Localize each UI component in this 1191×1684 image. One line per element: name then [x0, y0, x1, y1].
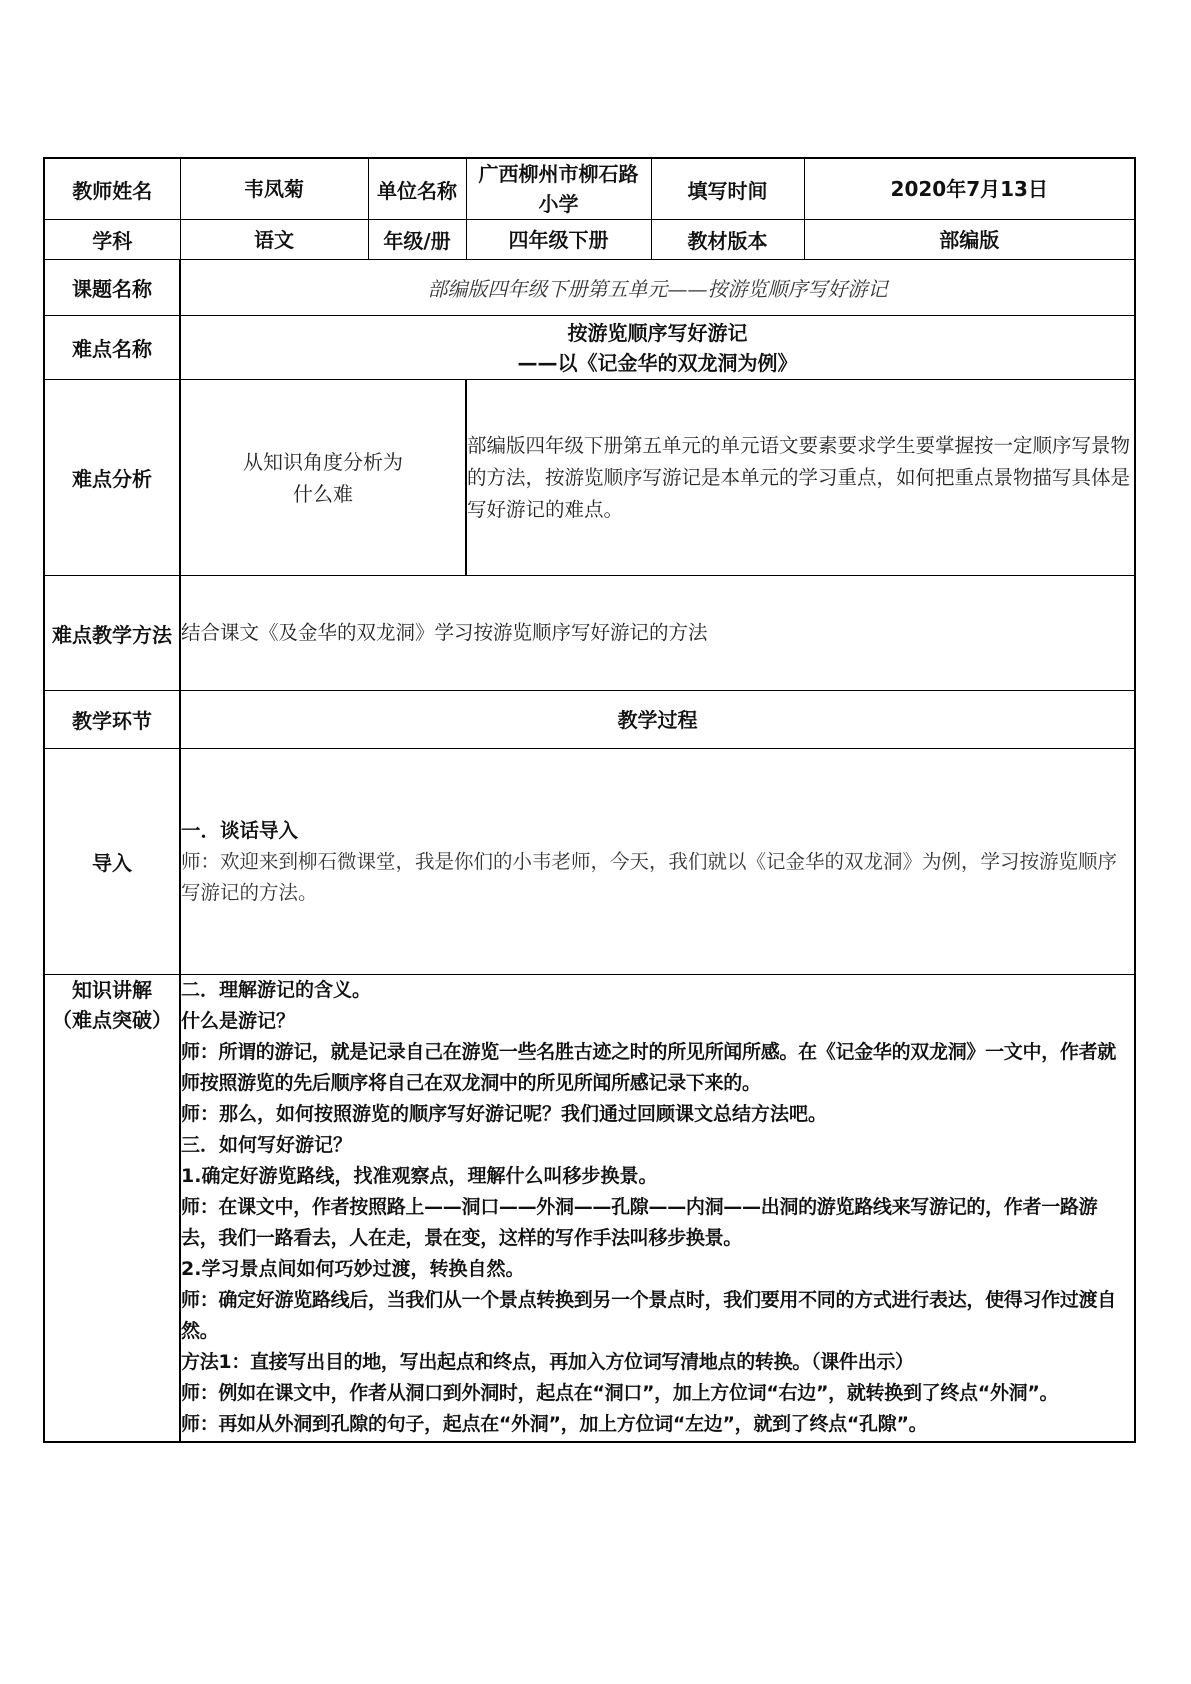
process-label: 教学过程 [180, 691, 1135, 749]
lesson-plan-table [43, 157, 1136, 1443]
date-value: 2020年7月13日 [804, 158, 1135, 220]
knowledge-line: 方法1：直接写出目的地，写出起点和终点，再加入方位词写清地点的转换。（课件出示） [181, 1351, 914, 1373]
knowledge-line: 三．如何写好游记？ [181, 1134, 353, 1156]
knowledge-line: 师：再如从外洞到孔隙的句子，起点在“外洞”，加上方位词“左边”，就到了终点“孔隙”。 [181, 1413, 928, 1435]
topic-value: 部编版四年级下册第五单元——按游览顺序写好游记 [180, 260, 1135, 316]
analysis-label: 难点分析 [44, 380, 180, 576]
topic-label: 课题名称 [44, 260, 180, 316]
process-header-row [44, 691, 1135, 749]
teacher-value: 韦凤菊 [180, 158, 368, 220]
knowledge-line: 师：那么，如何按照游览的顺序写好游记呢？我们通过回顾课文总结方法吧。 [181, 1103, 828, 1125]
difficulty-line2: ——以《记金华的双龙洞为例》 [517, 350, 798, 375]
unit-value-line2: 小学 [538, 192, 579, 216]
knowledge-line: 1.确定好游览路线，找准观察点，理解什么叫移步换景。 [181, 1165, 658, 1187]
method-row [44, 576, 1135, 691]
subject-label: 学科 [44, 220, 180, 260]
analysis-row [44, 380, 1135, 576]
knowledge-line: 师：例如在课文中，作者从洞口到外洞时，起点在“洞口”，加上方位词“右边”，就转换到了终点“外洞”。 [181, 1382, 1059, 1404]
unit-value [466, 158, 651, 220]
header-row-1 [44, 158, 1135, 220]
difficulty-label: 难点名称 [44, 316, 180, 380]
stage-label: 教学环节 [44, 691, 180, 749]
knowledge-label-line1: 知识讲解 [72, 978, 152, 1002]
teacher-label: 教师姓名 [44, 158, 180, 220]
unit-value-line1: 广西柳州市柳石路 [478, 162, 639, 186]
edition-value: 部编版 [804, 220, 1135, 260]
edition-label: 教材版本 [651, 220, 804, 260]
analysis-sub-line2: 什么难 [293, 481, 353, 506]
knowledge-line: 二．理解游记的含义。 [181, 979, 372, 1001]
difficulty-row [44, 316, 1135, 380]
analysis-sub [180, 380, 466, 576]
knowledge-line: 2.学习景点间如何巧妙过渡，转换自然。 [181, 1258, 525, 1280]
knowledge-label [44, 975, 180, 1442]
method-label: 难点教学方法 [44, 576, 180, 691]
intro-content [180, 749, 1135, 975]
method-text: 结合课文《及金华的双龙洞》学习按游览顺序写好游记的方法 [180, 576, 1135, 691]
header-row-2 [44, 220, 1135, 260]
knowledge-label-line2: （难点突破） [52, 1008, 172, 1032]
topic-row [44, 260, 1135, 316]
intro-body: 师：欢迎来到柳石微课堂，我是你们的小韦老师，今天，我们就以《记金华的双龙洞》为例，学习按游览顺序写游记的方法。 [181, 849, 1118, 904]
unit-label: 单位名称 [368, 158, 466, 220]
intro-heading: 一．谈话导入 [181, 818, 299, 842]
knowledge-content [180, 975, 1135, 1442]
grade-value: 四年级下册 [466, 220, 651, 260]
knowledge-row [44, 975, 1135, 1442]
difficulty-line1: 按游览顺序写好游记 [567, 320, 748, 345]
analysis-sub-line1: 从知识角度分析为 [243, 449, 403, 474]
knowledge-line: 什么是游记？ [181, 1010, 296, 1032]
intro-label: 导入 [44, 749, 180, 975]
knowledge-line: 师：所谓的游记，就是记录自己在游览一些名胜古迹之时的所见所闻所感。在《记金华的双龙洞》一文中，作者就师按照游览的先后顺序将自己在双龙洞中的所见所闻所感记录下来的。 [181, 1041, 1117, 1094]
difficulty-value [180, 316, 1135, 380]
intro-row [44, 749, 1135, 975]
subject-value: 语文 [180, 220, 368, 260]
date-label: 填写时间 [651, 158, 804, 220]
knowledge-line: 师：确定好游览路线后，当我们从一个景点转换到另一个景点时，我们要用不同的方式进行表达，使得习作过渡自然。 [181, 1289, 1117, 1342]
analysis-text: 部编版四年级下册第五单元的单元语文要素要求学生要掌握按一定顺序写景物的方法，按游览顺序写游记是本单元的学习重点，如何把重点景物描写具体是写好游记的难点。 [466, 380, 1135, 576]
knowledge-line: 师：在课文中，作者按照路上——洞口——外洞——孔隙——内洞——出洞的游览路线来写游记的，作者一路游去，我们一路看去，人在走，景在变，这样的写作手法叫移步换景。 [181, 1196, 1098, 1249]
grade-label: 年级/册 [368, 220, 466, 260]
